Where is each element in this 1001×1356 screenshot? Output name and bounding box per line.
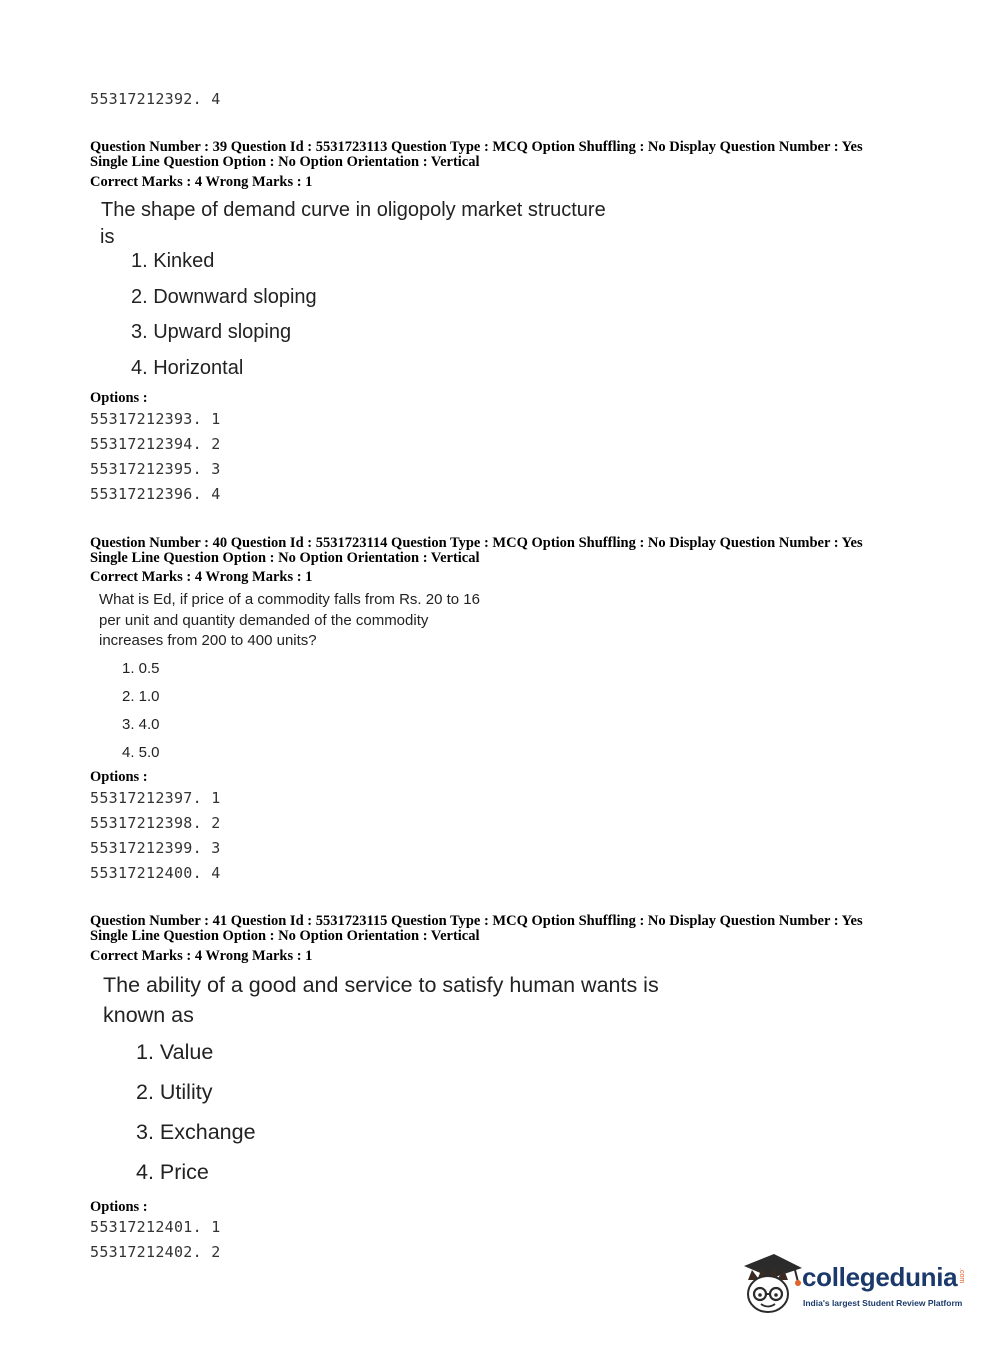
answer-choice: 4. 5.0 [122, 744, 160, 761]
question-stem-line: What is Ed, if price of a commodity falls from Rs. 20 to 16 [99, 591, 480, 608]
option-line: 55317212399. 3 [90, 839, 221, 857]
question-meta-line2: Single Line Question Option : No Option Orientation : Vertical [90, 928, 480, 944]
option-line: 55317212402. 2 [90, 1243, 221, 1261]
question-meta-line2: Single Line Question Option : No Option Orientation : Vertical [90, 550, 480, 566]
collegedunia-logo [740, 1248, 970, 1318]
question-marks: Correct Marks : 4 Wrong Marks : 1 [90, 174, 313, 190]
question-stem-line: increases from 200 to 400 units? [99, 632, 317, 649]
answer-choice: 1. Value [136, 1040, 214, 1064]
option-line: 55317212393. 1 [90, 410, 221, 428]
question-meta-line1: Question Number : 39 Question Id : 5531723113 Question Type : MCQ Option Shuffling : No Display Question Number : Yes [90, 139, 863, 155]
option-line: 55317212401. 1 [90, 1218, 221, 1236]
mascot-icon [740, 1250, 804, 1316]
question-stem-line: known as [103, 1003, 194, 1027]
question-stem-line: The ability of a good and service to satisfy human wants is [103, 973, 659, 997]
question-meta-line1: Question Number : 41 Question Id : 5531723115 Question Type : MCQ Option Shuffling : No Display Question Number : Yes [90, 913, 863, 929]
answer-choice: 1. 0.5 [122, 660, 160, 677]
answer-choice: 2. Utility [136, 1080, 213, 1104]
answer-choice: 3. Exchange [136, 1120, 256, 1144]
options-label: Options : [90, 1199, 148, 1215]
logo-wordmark: collegedunia [802, 1262, 958, 1292]
option-line: 55317212394. 2 [90, 435, 221, 453]
option-line: 55317212396. 4 [90, 485, 221, 503]
answer-choice: 3. Upward sloping [131, 321, 292, 343]
logo-com: .com [958, 1268, 965, 1284]
options-label: Options : [90, 390, 148, 406]
option-line: 55317212397. 1 [90, 789, 221, 807]
answer-choice: 4. Price [136, 1160, 209, 1184]
question-marks: Correct Marks : 4 Wrong Marks : 1 [90, 569, 313, 585]
option-line: 55317212395. 3 [90, 460, 221, 478]
logo-tagline: India's largest Student Review Platform [803, 1298, 963, 1308]
answer-choice: 4. Horizontal [131, 357, 244, 379]
question-stem-line: The shape of demand curve in oligopoly market structure [101, 199, 606, 221]
question-marks: Correct Marks : 4 Wrong Marks : 1 [90, 948, 313, 964]
option-line: 55317212400. 4 [90, 864, 221, 882]
question-stem-line: per unit and quantity demanded of the commodity [99, 612, 429, 629]
answer-choice: 2. Downward sloping [131, 286, 317, 308]
answer-choice: 2. 1.0 [122, 688, 160, 705]
option-line: 55317212398. 2 [90, 814, 221, 832]
answer-choice: 3. 4.0 [122, 716, 160, 733]
question-meta-line1: Question Number : 40 Question Id : 5531723114 Question Type : MCQ Option Shuffling : No Display Question Number : Yes [90, 535, 863, 551]
option-line: 55317212392. 4 [90, 90, 221, 108]
options-label: Options : [90, 769, 148, 785]
answer-choice: 1. Kinked [131, 250, 215, 272]
question-meta-line2: Single Line Question Option : No Option Orientation : Vertical [90, 154, 480, 170]
question-stem-line: is [100, 226, 115, 248]
